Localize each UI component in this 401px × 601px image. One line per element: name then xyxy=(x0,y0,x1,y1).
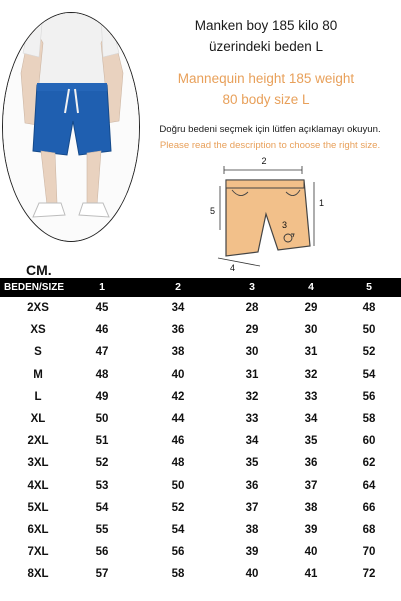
measurement-col-4: 35 xyxy=(304,435,318,448)
size-label: 3XL xyxy=(27,457,49,470)
measurement-col-3: 37 xyxy=(245,501,259,514)
dimension-label-2: 2 xyxy=(261,156,267,166)
table-row xyxy=(0,452,401,474)
measurement-col-5: 72 xyxy=(362,568,376,581)
measurement-col-2: 52 xyxy=(171,501,185,514)
table-row xyxy=(0,386,401,408)
table-row xyxy=(0,364,401,386)
measurement-col-1: 45 xyxy=(95,302,109,314)
measurement-col-2: 56 xyxy=(171,546,185,559)
size-label: S xyxy=(34,346,42,359)
measurement-col-2: 42 xyxy=(171,390,185,403)
measurement-col-2: 44 xyxy=(171,412,185,425)
measurement-col-5: 56 xyxy=(362,390,376,403)
table-row xyxy=(0,297,401,319)
measurement-col-4: 33 xyxy=(304,390,318,403)
measurement-col-3: 29 xyxy=(245,324,259,337)
table-row xyxy=(0,519,401,541)
measurement-col-4: 30 xyxy=(304,324,318,337)
measurement-col-5: 68 xyxy=(362,523,376,536)
mannequin-info-en-line2: 80 body size L xyxy=(222,92,310,107)
measurement-col-3: 34 xyxy=(245,435,259,448)
header-col-4: 4 xyxy=(308,281,314,293)
size-label: L xyxy=(34,390,42,403)
measurement-col-4: 31 xyxy=(304,346,318,359)
dimension-label-5: 5 xyxy=(210,206,216,216)
measurement-col-4: 40 xyxy=(304,546,318,559)
size-label: 2XL xyxy=(27,435,49,448)
dimension-label-3: 3 xyxy=(282,220,288,230)
measurement-col-2: 34 xyxy=(171,302,185,314)
measurement-col-5: 48 xyxy=(362,302,376,314)
measurement-col-2: 50 xyxy=(171,479,185,492)
measurement-col-4: 38 xyxy=(304,501,318,514)
measurement-col-2: 48 xyxy=(171,457,185,470)
measurement-col-1: 53 xyxy=(95,479,109,492)
measurement-col-4: 36 xyxy=(304,457,318,470)
measurement-col-4: 39 xyxy=(304,523,318,536)
size-table-body xyxy=(0,297,401,585)
header-col-2: 2 xyxy=(175,281,181,293)
model-photo-frame xyxy=(2,12,140,242)
measurement-col-4: 32 xyxy=(304,368,318,381)
measurement-col-1: 54 xyxy=(95,501,109,514)
header-col-3: 3 xyxy=(249,281,255,293)
measurement-col-1: 46 xyxy=(95,324,109,337)
measurement-col-3: 28 xyxy=(245,302,259,314)
header-size: BEDEN/SIZE xyxy=(4,282,65,293)
size-label: 6XL xyxy=(27,523,49,536)
measurement-col-2: 46 xyxy=(171,435,185,448)
size-label: XL xyxy=(30,412,46,425)
measurement-col-1: 47 xyxy=(95,346,109,359)
table-row xyxy=(0,475,401,497)
measurement-col-3: 40 xyxy=(245,568,259,581)
table-row xyxy=(0,430,401,452)
measurement-col-1: 49 xyxy=(95,390,109,403)
model-photo xyxy=(3,13,139,241)
measurement-col-4: 41 xyxy=(304,568,318,581)
measurement-col-5: 52 xyxy=(362,346,376,359)
unit-label: CM. xyxy=(26,262,52,278)
measurement-col-5: 54 xyxy=(362,368,376,381)
shorts-measurement-diagram xyxy=(200,150,340,272)
measurement-col-3: 39 xyxy=(245,546,259,559)
measurement-col-5: 66 xyxy=(362,501,376,514)
measurement-col-4: 34 xyxy=(304,412,318,425)
measurement-col-1: 52 xyxy=(95,457,109,470)
measurement-col-5: 58 xyxy=(362,412,376,425)
measurement-col-3: 38 xyxy=(245,523,259,536)
measurement-col-2: 40 xyxy=(171,368,185,381)
description-note-tr: Doğru bedeni seçmek için lütfen açıklamayı okuyun. xyxy=(159,124,381,135)
measurement-col-1: 57 xyxy=(95,568,109,581)
measurement-col-3: 32 xyxy=(245,390,259,403)
mannequin-info-tr-line1: Manken boy 185 kilo 80 xyxy=(194,18,338,33)
header-col-5: 5 xyxy=(366,281,372,293)
measurement-col-5: 62 xyxy=(362,457,376,470)
mannequin-info-tr-line2: üzerindeki beden L xyxy=(208,39,324,54)
size-label: XS xyxy=(30,324,46,337)
measurement-col-5: 70 xyxy=(362,546,376,559)
header-col-1: 1 xyxy=(99,281,105,293)
table-row xyxy=(0,408,401,430)
table-row xyxy=(0,341,401,363)
size-label: 5XL xyxy=(27,501,49,514)
measurement-col-3: 30 xyxy=(245,346,259,359)
mannequin-info-en-line1: Mannequin height 185 weight xyxy=(177,71,355,86)
measurement-col-4: 37 xyxy=(304,479,318,492)
measurement-col-1: 55 xyxy=(95,523,109,536)
table-row xyxy=(0,497,401,519)
size-table xyxy=(0,278,401,585)
dimension-label-1: 1 xyxy=(319,198,325,208)
table-row xyxy=(0,541,401,563)
table-row xyxy=(0,319,401,341)
measurement-col-3: 36 xyxy=(245,479,259,492)
measurement-col-5: 50 xyxy=(362,324,376,337)
size-label: 2XS xyxy=(27,302,49,314)
measurement-col-5: 60 xyxy=(362,435,376,448)
measurement-col-1: 51 xyxy=(95,435,109,448)
size-label: 8XL xyxy=(27,568,49,581)
measurement-col-3: 35 xyxy=(245,457,259,470)
measurement-col-3: 33 xyxy=(245,412,259,425)
measurement-col-1: 50 xyxy=(95,412,109,425)
measurement-col-2: 54 xyxy=(171,523,185,536)
measurement-col-5: 64 xyxy=(362,479,376,492)
measurement-col-1: 56 xyxy=(95,546,109,559)
size-label: 4XL xyxy=(27,479,49,492)
measurement-col-2: 58 xyxy=(171,568,185,581)
measurement-col-4: 29 xyxy=(304,302,318,314)
measurement-col-1: 48 xyxy=(95,368,109,381)
description-note-en: Please read the description to choose the right size. xyxy=(159,140,381,151)
dimension-label-4: 4 xyxy=(230,263,236,272)
measurement-col-3: 31 xyxy=(245,368,259,381)
size-label: 7XL xyxy=(27,546,49,559)
size-table-header xyxy=(0,278,401,297)
measurement-col-2: 36 xyxy=(171,324,185,337)
measurement-col-2: 38 xyxy=(171,346,185,359)
size-label: M xyxy=(33,368,43,381)
table-row xyxy=(0,563,401,585)
